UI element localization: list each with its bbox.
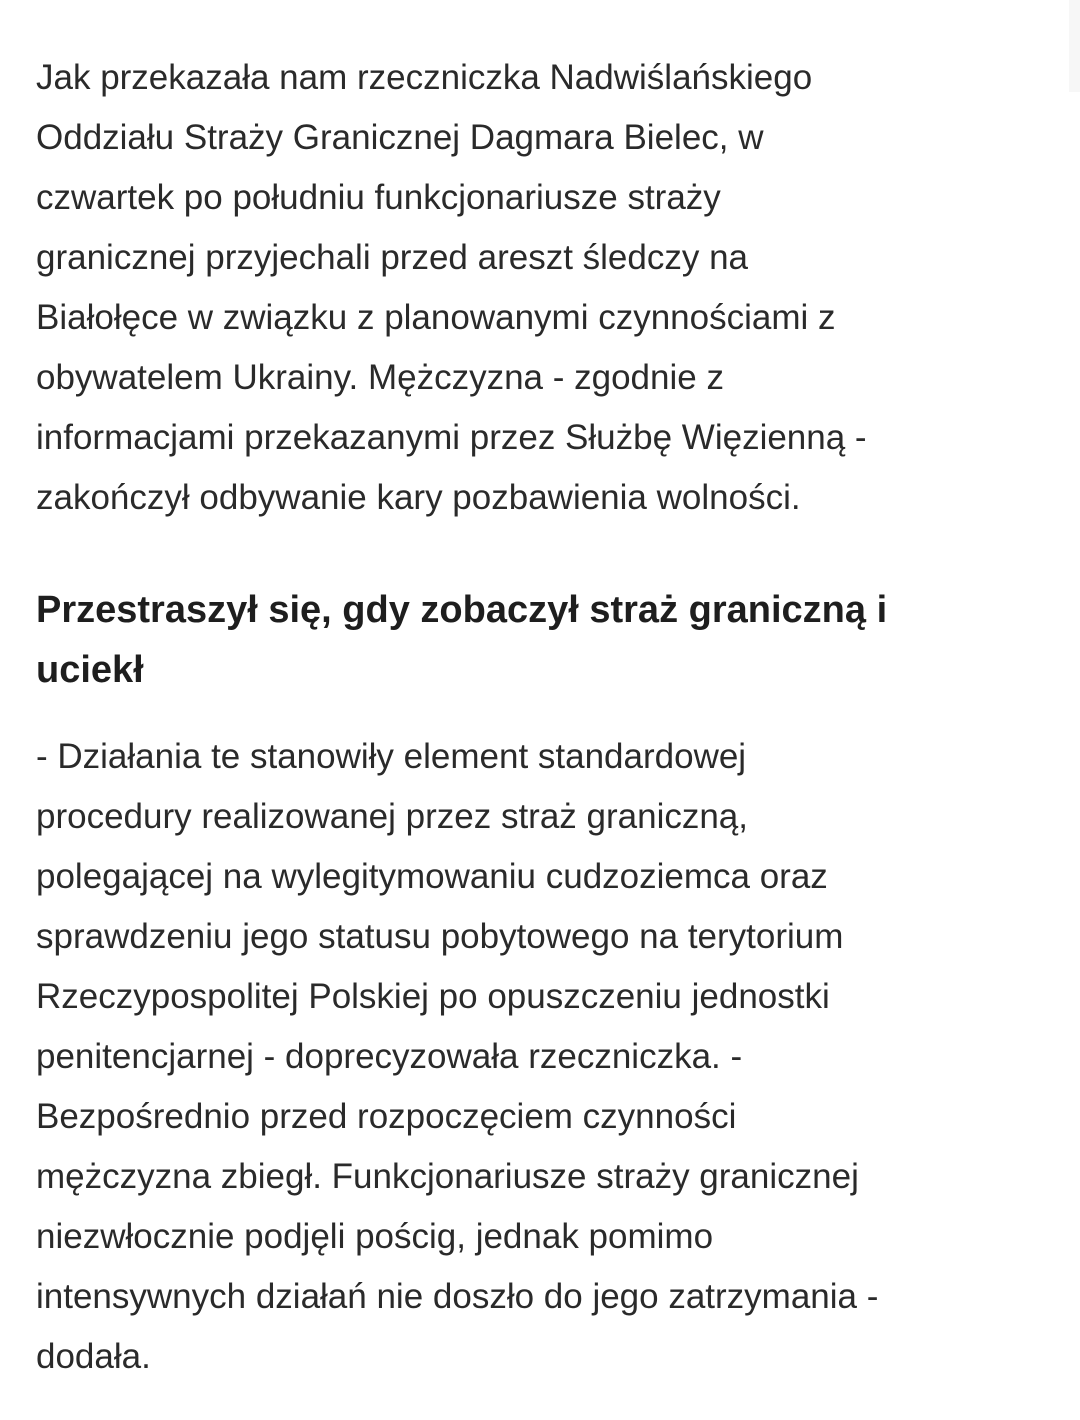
text-line: Białołęce w związku z planowanymi czynnościami z [36,298,836,337]
text-line: uciekł [36,649,144,691]
text-line: polegającej na wylegitymowaniu cudzoziemca oraz [36,857,828,896]
article-paragraph [36,48,1066,528]
article-paragraph [36,727,1066,1387]
section-heading [36,580,1066,700]
text-line: sprawdzeniu jego statusu pobytowego na terytorium [36,917,844,956]
text-line: mężczyzna zbiegł. Funkcjonariusze straży granicznej [36,1157,859,1196]
text-line: Przestraszył się, gdy zobaczył straż graniczną i [36,589,888,631]
text-line: intensywnych działań nie doszło do jego zatrzymania - [36,1277,879,1316]
text-line: Jak przekazała nam rzeczniczka Nadwiślańskiego [36,58,813,97]
text-line: informacjami przekazanymi przez Służbę Więzienną - [36,418,867,457]
text-line: Oddziału Straży Granicznej Dagmara Bielec, w [36,118,764,157]
text-line: - Działania te stanowiły element standardowej [36,737,747,776]
text-line: czwartek po południu funkcjonariusze straży [36,178,721,217]
text-line: penitencjarnej - doprecyzowała rzeczniczka. - [36,1037,743,1076]
text-line: granicznej przyjechali przed areszt śledczy na [36,238,748,277]
text-line: niezwłocznie podjęli pościg, jednak pomimo [36,1217,714,1256]
text-line: dodała. [36,1337,151,1376]
scrollbar[interactable] [1069,0,1080,92]
text-line: Bezpośrednio przed rozpoczęciem czynności [36,1097,737,1136]
text-line: zakończył odbywanie kary pozbawienia wolności. [36,478,801,517]
text-line: Rzeczypospolitej Polskiej po opuszczeniu jednostki [36,977,830,1016]
article-body [36,48,1066,1387]
text-line: obywatelem Ukrainy. Mężczyzna - zgodnie z [36,358,724,397]
text-line: procedury realizowanej przez straż graniczną, [36,797,748,836]
